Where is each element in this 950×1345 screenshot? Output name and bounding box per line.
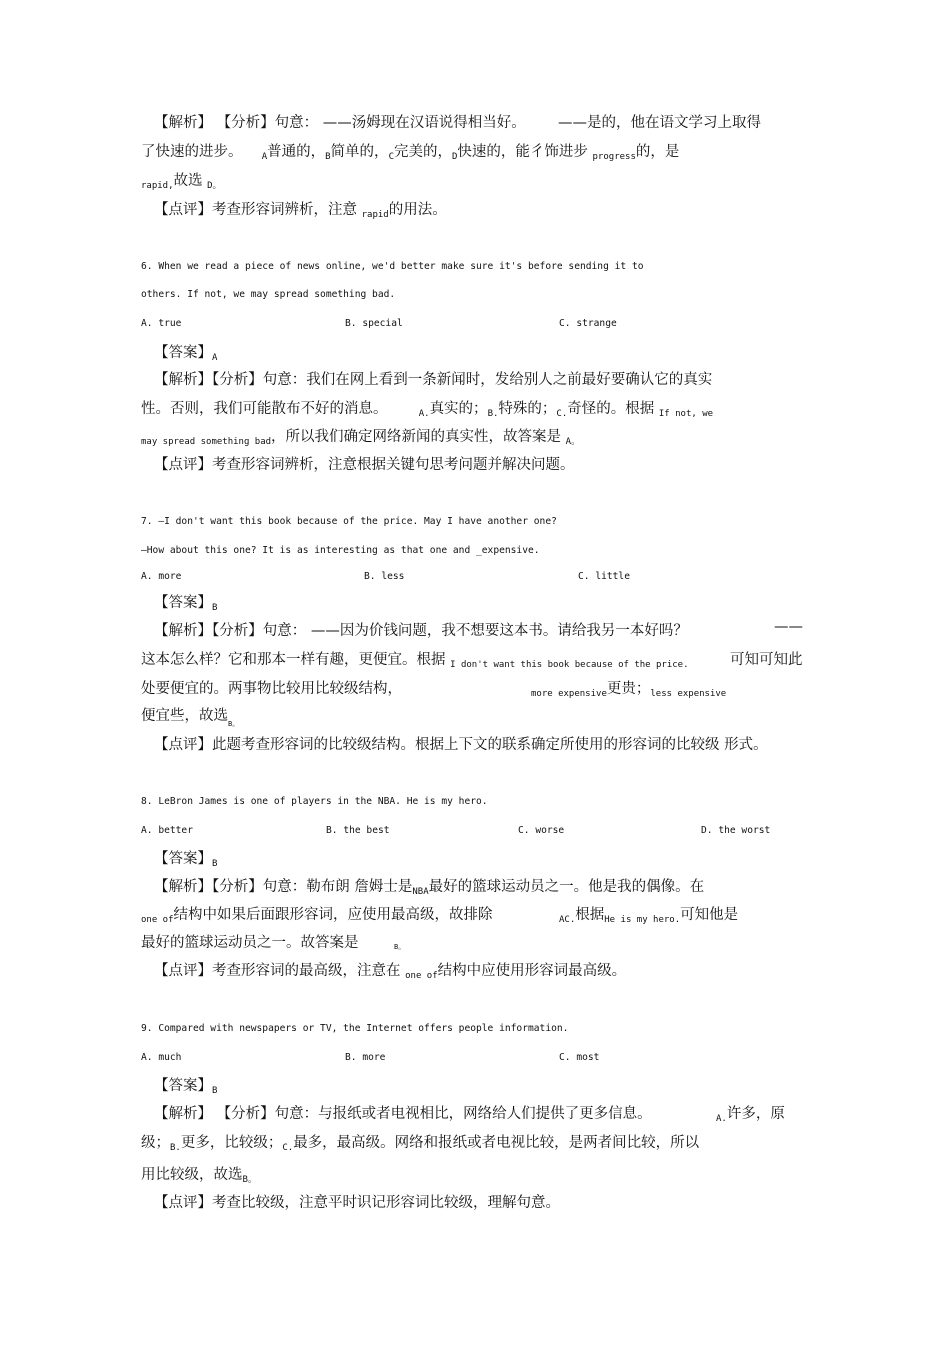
answer-letter: B。 bbox=[394, 943, 406, 951]
analysis-text: 便宜些，故选 bbox=[141, 708, 228, 724]
analysis-text: 特殊的； bbox=[498, 401, 557, 417]
analysis-line bbox=[154, 875, 704, 896]
analysis-text: 最多，最高级。网络和报纸或者电视比较，是两者间比较，所以 bbox=[293, 1135, 700, 1151]
analysis-text: 了快速的进步。 bbox=[141, 144, 243, 160]
option-letter: AC. bbox=[559, 915, 576, 925]
analysis-text: 结构中如果后面跟形容词，应使用最高级，故排除 bbox=[173, 907, 493, 923]
analysis-text: 根据 bbox=[575, 907, 605, 923]
english-phrase: I don't want this book because of the price. bbox=[450, 660, 689, 670]
comment-text: 【点评】考查形容词的最高级，注意在 bbox=[154, 963, 401, 979]
answer-line bbox=[154, 591, 217, 612]
option-a: A. more bbox=[141, 571, 182, 582]
analysis-line bbox=[141, 1131, 699, 1152]
question-stem: —How about this one? It is as interesting as that one and _expensive. bbox=[141, 545, 540, 556]
option-c: C. little bbox=[578, 571, 630, 582]
analysis-text: 可知他是 bbox=[680, 907, 739, 923]
analysis-line bbox=[531, 677, 726, 698]
option-b: B. special bbox=[345, 318, 403, 329]
analysis-line: 【解析】【分析】句意： ——因为价钱问题，我不想要这本书。请给我另一本好吗？ bbox=[154, 623, 688, 639]
analysis-line: 处要便宜的。两事物比较用比较级结构， bbox=[141, 681, 402, 697]
analysis-line: —— bbox=[774, 619, 803, 635]
analysis-line: 可知可知此 bbox=[730, 652, 803, 668]
analysis-line: 【解析】【分析】句意：我们在网上看到一条新闻时，发给别人之前最好要确认它的真实 bbox=[154, 372, 713, 388]
analysis-line bbox=[141, 648, 689, 669]
comment-line bbox=[154, 959, 626, 980]
question-stem: 8. LeBron James is one of players in the NBA. He is my hero. bbox=[141, 796, 488, 807]
english-word: rapid bbox=[361, 210, 389, 220]
answer-letter: B bbox=[212, 859, 218, 869]
analysis-line bbox=[154, 111, 526, 132]
analysis-text: 快速的，能彳饰进步 bbox=[457, 144, 588, 160]
option-letter: B bbox=[325, 152, 331, 162]
analysis-text: 【解析】【分析】句意：勒布朗 詹姆士是 bbox=[154, 879, 413, 895]
english-phrase: If not, we bbox=[658, 409, 714, 419]
comment-text: 【点评】考查形容词辨析，注意 bbox=[154, 202, 357, 218]
english-phrase: one of bbox=[141, 915, 174, 925]
english-phrase: one of bbox=[405, 971, 438, 981]
answer-letter: A。 bbox=[565, 437, 581, 447]
answer-label: 【答案】 bbox=[154, 595, 212, 611]
comment-line: 【点评】考查比较级，注意平时识记形容词比较级，理解句意。 bbox=[154, 1195, 560, 1211]
analysis-text: 简单的， bbox=[330, 144, 389, 160]
analysis-line: 【解析】 【分析】句意：与报纸或者电视相比，网络给人们提供了更多信息。 bbox=[154, 1106, 652, 1122]
option-letter: A. bbox=[418, 409, 430, 419]
analysis-line bbox=[141, 704, 240, 728]
english-word: rapid, bbox=[141, 181, 174, 191]
option-c: C. most bbox=[559, 1052, 600, 1063]
analysis-text: 故选 bbox=[173, 173, 203, 189]
answer-line bbox=[154, 341, 217, 362]
analysis-line bbox=[141, 169, 222, 190]
analysis-text: 更多，比较级； bbox=[180, 1135, 283, 1151]
analysis-text: 这本怎么样？它和那本一样有趣，更便宜。根据 bbox=[141, 652, 446, 668]
analysis-line bbox=[141, 903, 493, 924]
option-a: A. true bbox=[141, 318, 182, 329]
english-word: progress bbox=[592, 152, 636, 162]
comment-line bbox=[154, 198, 447, 219]
comment-line: 【点评】考查形容词辨析，注意根据关键句思考问题并解决问题。 bbox=[154, 457, 575, 473]
option-a: A. much bbox=[141, 1052, 182, 1063]
answer-letter: B bbox=[212, 1086, 218, 1096]
option-c: C. worse bbox=[518, 825, 565, 836]
english-phrase: less expensive bbox=[650, 689, 727, 699]
option-letter: B. bbox=[487, 409, 499, 419]
answer-line bbox=[154, 847, 217, 868]
option-letter: C. bbox=[556, 409, 568, 419]
question-stem: 9. Compared with newspapers or TV, the Internet offers people information. bbox=[141, 1023, 569, 1034]
option-letter: D bbox=[451, 152, 458, 162]
option-b: B. the best bbox=[326, 825, 390, 836]
english-phrase: more expensive bbox=[531, 689, 607, 699]
analysis-text: 级； bbox=[141, 1135, 170, 1151]
analysis-line: 最好的篮球运动员之一。故答案是 bbox=[141, 935, 359, 951]
answer-line bbox=[154, 1074, 217, 1095]
analysis-text: 奇怪的。根据 bbox=[567, 401, 655, 417]
comment-text: 结构中应使用形容词最高级。 bbox=[437, 963, 627, 979]
option-letter: A. bbox=[716, 1114, 727, 1124]
analysis-text: ——是的，他在语文学习上取得 bbox=[558, 115, 761, 131]
option-a: A. better bbox=[141, 825, 193, 836]
analysis-line bbox=[141, 1163, 257, 1184]
question-stem: 7. —I don't want this book because of the price. May I have another one? bbox=[141, 516, 557, 527]
english-phrase: may spread something bad bbox=[141, 437, 272, 447]
answer-letter: D。 bbox=[207, 181, 222, 191]
english-phrase: He is my hero. bbox=[604, 915, 681, 925]
analysis-line bbox=[141, 140, 679, 161]
option-letter: B. bbox=[170, 1143, 181, 1153]
analysis-text: 许多，原 bbox=[726, 1106, 785, 1122]
option-c: C. strange bbox=[559, 318, 617, 329]
option-letter: C. bbox=[282, 1143, 294, 1153]
analysis-text: 更贵； bbox=[606, 681, 651, 697]
analysis-text: 的，是 bbox=[635, 144, 680, 160]
comment-text: 的用法。 bbox=[388, 202, 447, 218]
answer-letter: B bbox=[212, 603, 218, 613]
analysis-text: 用比较级，故选 bbox=[141, 1167, 243, 1183]
option-d: D. the worst bbox=[701, 825, 771, 836]
answer-label: 【答案】 bbox=[154, 345, 212, 361]
analysis-line bbox=[141, 397, 713, 418]
question-stem: 6. When we read a piece of news online, we'd better make sure it's before sending it to bbox=[141, 261, 644, 272]
analysis-text: 完美的， bbox=[393, 144, 452, 160]
question-stem: others. If not, we may spread something bad. bbox=[141, 289, 396, 300]
english-word: NBA bbox=[412, 887, 429, 897]
analysis-text: 【解析】 【分析】句意： ——汤姆现在汉语说得相当好。 bbox=[154, 115, 526, 131]
option-letter: A bbox=[261, 152, 268, 162]
answer-letter: A bbox=[212, 353, 218, 363]
analysis-text: 最好的篮球运动员之一。他是我的偶像。在 bbox=[428, 879, 705, 895]
analysis-text: 性。否则，我们可能散布不好的消息。 bbox=[141, 401, 388, 417]
analysis-text: ，所以我们确定网络新闻的真实性，故答案是 bbox=[271, 429, 562, 445]
answer-letter: B。 bbox=[228, 720, 240, 728]
option-letter: C bbox=[388, 152, 394, 162]
analysis-text: 真实的； bbox=[429, 401, 488, 417]
analysis-line bbox=[559, 903, 738, 924]
answer-label: 【答案】 bbox=[154, 1078, 212, 1094]
option-b: B. more bbox=[345, 1052, 386, 1063]
analysis-line bbox=[141, 425, 580, 446]
analysis-text: 普通的， bbox=[267, 144, 326, 160]
answer-label: 【答案】 bbox=[154, 851, 212, 867]
analysis-line bbox=[716, 1102, 785, 1123]
option-b: B. less bbox=[364, 571, 405, 582]
analysis-line bbox=[558, 111, 761, 132]
answer-letter: B。 bbox=[242, 1175, 257, 1185]
comment-line: 【点评】此题考查形容词的比较级结构。根据上下文的联系确定所使用的形容词的比较级 形式。 bbox=[154, 737, 768, 753]
